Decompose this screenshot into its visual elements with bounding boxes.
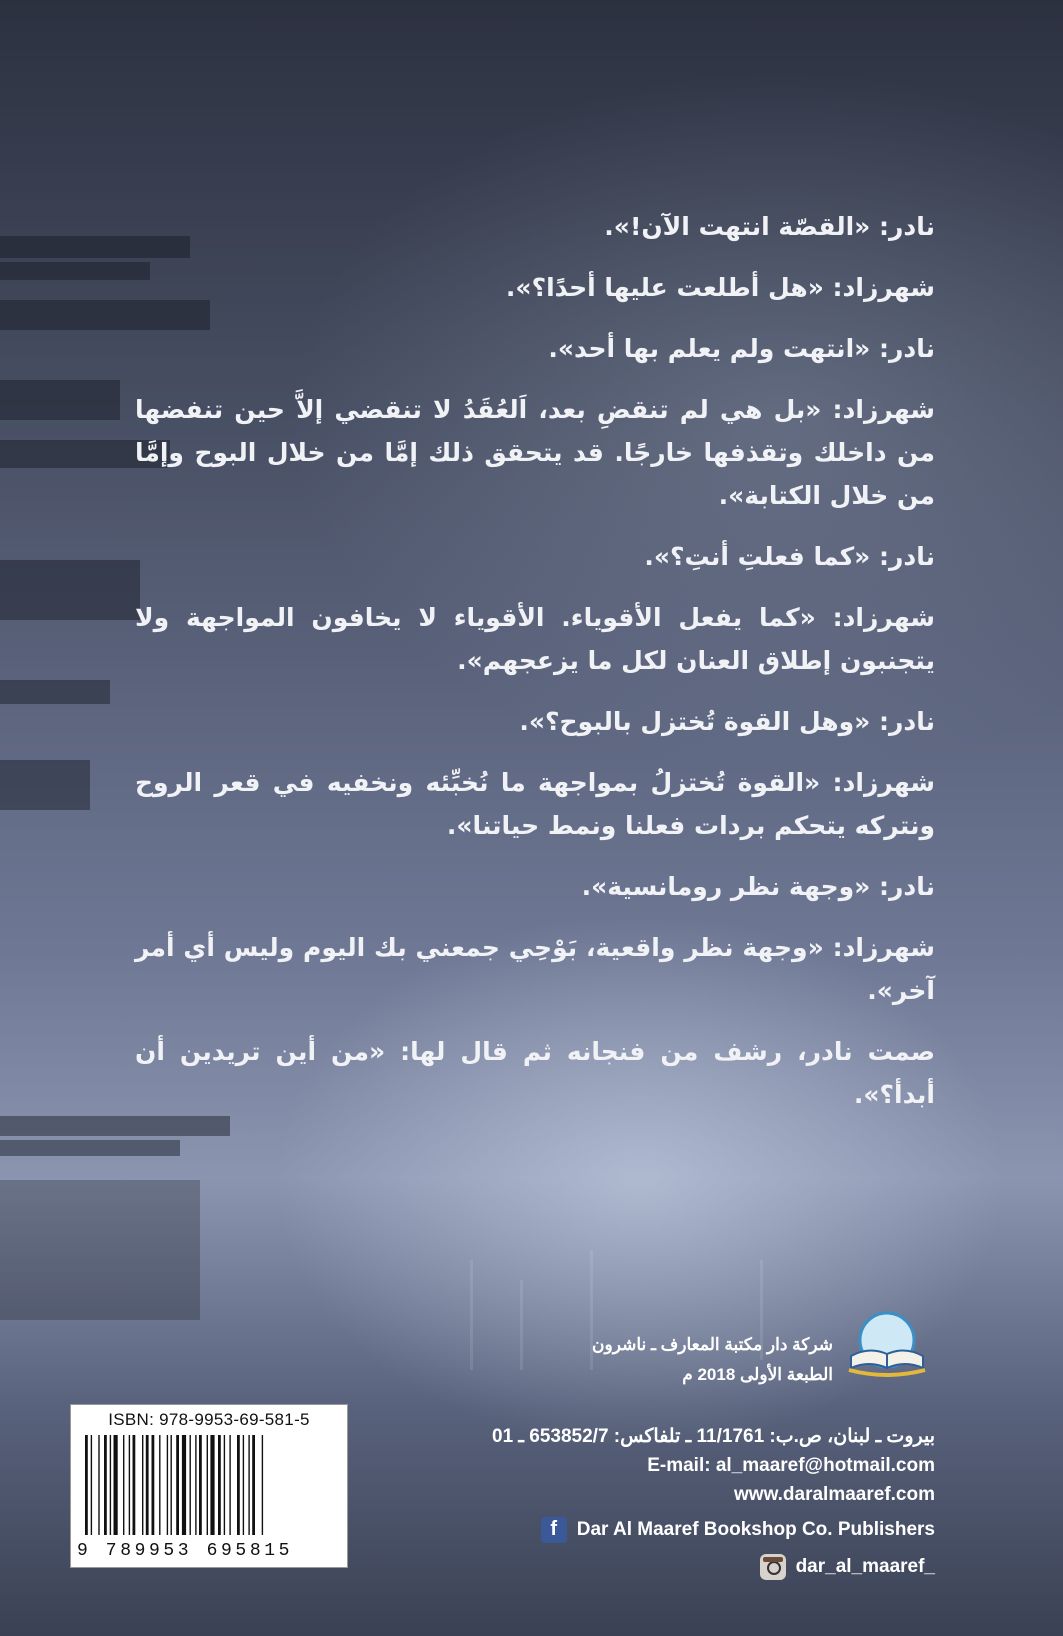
barcode-digits: 9 789953 695815 (77, 1541, 294, 1561)
barcode-bar (248, 1435, 249, 1535)
barcode-bar (85, 1435, 88, 1535)
publisher-info (592, 1330, 833, 1390)
dialogue-paragraph: نادر: «وجهة نظر رومانسية». (581, 872, 935, 901)
barcode-bar (91, 1435, 92, 1535)
dialogue-text (135, 205, 935, 1134)
barcode-bar (210, 1435, 214, 1535)
dialogue-paragraph: نادر: «كما فعلتِ أنتِ؟». (644, 542, 935, 571)
publisher-logo-icon (839, 1310, 935, 1380)
barcode-bar (190, 1435, 191, 1535)
barcode-bars (83, 1435, 335, 1535)
dialogue-paragraph: نادر: «انتهت ولم يعلم بها أحد». (548, 334, 935, 363)
instagram-row (492, 1552, 935, 1581)
publisher-name: شركة دار مكتبة المعارف ـ ناشرون (592, 1335, 833, 1354)
barcode-bar (152, 1435, 155, 1535)
barcode-bar (123, 1435, 124, 1535)
barcode-bar (167, 1435, 168, 1535)
facebook-name: Dar Al Maaref Bookshop Co. Publishers (576, 1519, 935, 1540)
barcode-bar (252, 1435, 255, 1535)
instagram-handle: dar_al_maaref_ (795, 1556, 935, 1577)
email: E-mail: al_maaref@hotmail.com (647, 1455, 935, 1476)
barcode-bar (129, 1435, 130, 1535)
barcode-bar (114, 1435, 118, 1535)
barcode-bar (171, 1435, 172, 1535)
barcode-bar (159, 1435, 160, 1535)
barcode-bar (195, 1435, 196, 1535)
dialogue-paragraph: نادر: «وهل القوة تُختزل بالبوح؟». (519, 707, 935, 736)
barcode-bar (133, 1435, 136, 1535)
barcode-bar (110, 1435, 111, 1535)
dialogue-paragraph: صمت نادر، رشف من فنجانه ثم قال لها: «من أين تريدين أن أبدأ؟». (135, 1037, 935, 1109)
dialogue-paragraph: شهرزاد: «القوة تُختزلُ بمواجهة ما نُخبِّئه ونخفيه في قعر الروح ونتركه يتحكم بردات فعلنا ونمط حياتنا». (135, 768, 935, 840)
isbn-label: ISBN: 978-9953-69-581-5 (108, 1410, 310, 1429)
barcode-bar (98, 1435, 99, 1535)
instagram-icon (760, 1554, 786, 1580)
barcode-bar (176, 1435, 179, 1535)
barcode-bar (224, 1435, 225, 1535)
website: www.daralmaaref.com (734, 1484, 935, 1505)
publisher-contacts (492, 1422, 935, 1581)
barcode-bar (207, 1435, 208, 1535)
barcode-bar (243, 1435, 244, 1535)
facebook-icon: f (541, 1517, 567, 1543)
barcode-bar (182, 1435, 186, 1535)
barcode-bar (146, 1435, 149, 1535)
address: بيروت ـ لبنان، ص.ب: 11/1761 ـ تلفاكس: 653852/7 ـ 01 (492, 1426, 935, 1447)
barcode-bar (229, 1435, 230, 1535)
barcode-bar (237, 1435, 240, 1535)
dialogue-paragraph: نادر: «القصّة انتهت الآن!». (604, 212, 935, 241)
isbn-barcode (70, 1404, 348, 1568)
barcode-bar (262, 1435, 263, 1535)
barcode-bar (104, 1435, 107, 1535)
barcode-bar (142, 1435, 143, 1535)
dialogue-paragraph: شهرزاد: «هل أطلعت عليها أحدًا؟». (505, 273, 935, 302)
barcode-bar (199, 1435, 202, 1535)
edition: الطبعة الأولى 2018 م (682, 1365, 833, 1384)
dialogue-paragraph: شهرزاد: «بل هي لم تنقضِ بعد، اَلعُقَدُ لا تنقضي إلاَّ حين تنفضها من داخلك وتقذفها خارجًا. قد يتحقق ذلك إمَّا من خلال البوح وإمَّا من خلال الكتابة». (135, 395, 935, 510)
dialogue-paragraph: شهرزاد: «كما يفعل الأقوياء. الأقوياء لا يخافون المواجهة ولا يتجنبون إطلاق العنان لكل ما يزعجهم». (135, 603, 935, 675)
facebook-row (492, 1515, 935, 1544)
barcode-bar (218, 1435, 221, 1535)
dialogue-paragraph: شهرزاد: «وجهة نظر واقعية، بَوْحِي جمعني بك اليوم وليس أي أمر آخر». (135, 933, 935, 1005)
